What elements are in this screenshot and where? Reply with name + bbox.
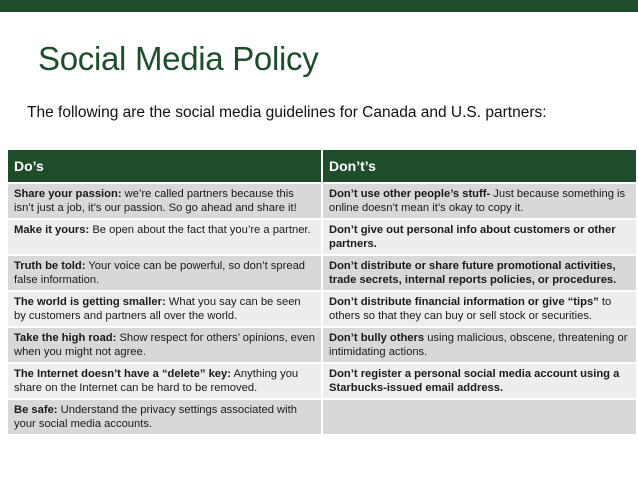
do-heading: Be safe:: [14, 404, 58, 416]
dont-heading: Don’t use other people’s stuff-: [329, 188, 491, 200]
dont-heading: Don’t distribute or share future promotional activities, trade secrets, internal reports policies, or procedures.: [329, 260, 617, 286]
do-cell: [8, 255, 322, 291]
table-row: [8, 327, 636, 363]
do-text: we’re called partners because this isn’t just a job, it’s our passion. So go ahead and share it!: [14, 188, 297, 214]
dont-cell: [322, 291, 636, 327]
dont-heading: Don’t give out personal info about customers or other partners.: [329, 224, 616, 250]
do-cell: [8, 291, 322, 327]
table-row: [8, 183, 636, 219]
dont-text: using malicious, obscene, threatening or intimidating actions.: [329, 332, 628, 358]
do-heading: The Internet doesn’t have a “delete” key:: [14, 368, 231, 380]
do-cell: [8, 399, 322, 434]
do-heading: Truth be told:: [14, 260, 86, 272]
dont-cell: [322, 219, 636, 255]
dont-text: Just because something is online doesn’t mean it’s okay to copy it.: [329, 188, 626, 214]
do-heading: Share your passion:: [14, 188, 122, 200]
top-accent-bar: [0, 0, 638, 12]
table-row: [8, 399, 636, 434]
do-heading: Make it yours:: [14, 224, 90, 236]
dont-heading: Don’t distribute financial information or give “tips”: [329, 296, 599, 308]
do-cell: [8, 363, 322, 399]
do-text: Understand the privacy settings associated with your social media accounts.: [14, 404, 297, 430]
page-title: Social Media Policy: [38, 40, 319, 77]
dont-cell: [322, 255, 636, 291]
table-row: [8, 255, 636, 291]
do-text: Anything you share on the Internet can be hard to be removed.: [14, 368, 299, 394]
do-cell: [8, 219, 322, 255]
do-text: What you say can be seen by customers and partners all over the world.: [14, 296, 301, 322]
do-text: Your voice can be powerful, so don’t spread false information.: [14, 260, 306, 286]
do-heading: Take the high road:: [14, 332, 117, 344]
table-row: [8, 291, 636, 327]
table-header-row: [8, 150, 636, 183]
dont-cell: [322, 399, 636, 434]
policy-table: [8, 150, 636, 434]
header-donts: Don’t’s: [322, 150, 636, 183]
do-heading: The world is getting smaller:: [14, 296, 166, 308]
dont-cell: [322, 183, 636, 219]
do-cell: [8, 327, 322, 363]
dont-cell: [322, 327, 636, 363]
table-row: [8, 219, 636, 255]
do-text: Show respect for others’ opinions, even when you might not agree.: [14, 332, 315, 358]
dont-heading: Don’t register a personal social media account using a Starbucks-issued email address.: [329, 368, 620, 394]
dont-text: to others so that they can buy or sell stock or securities.: [329, 296, 612, 322]
dont-cell: [322, 363, 636, 399]
header-dos: Do’s: [8, 150, 322, 183]
do-cell: [8, 183, 322, 219]
do-text: Be open about the fact that you’re a partner.: [89, 224, 311, 236]
page-subtitle: The following are the social media guidelines for Canada and U.S. partners:: [27, 104, 547, 121]
dont-heading: Don’t bully others: [329, 332, 425, 344]
table-row: [8, 363, 636, 399]
